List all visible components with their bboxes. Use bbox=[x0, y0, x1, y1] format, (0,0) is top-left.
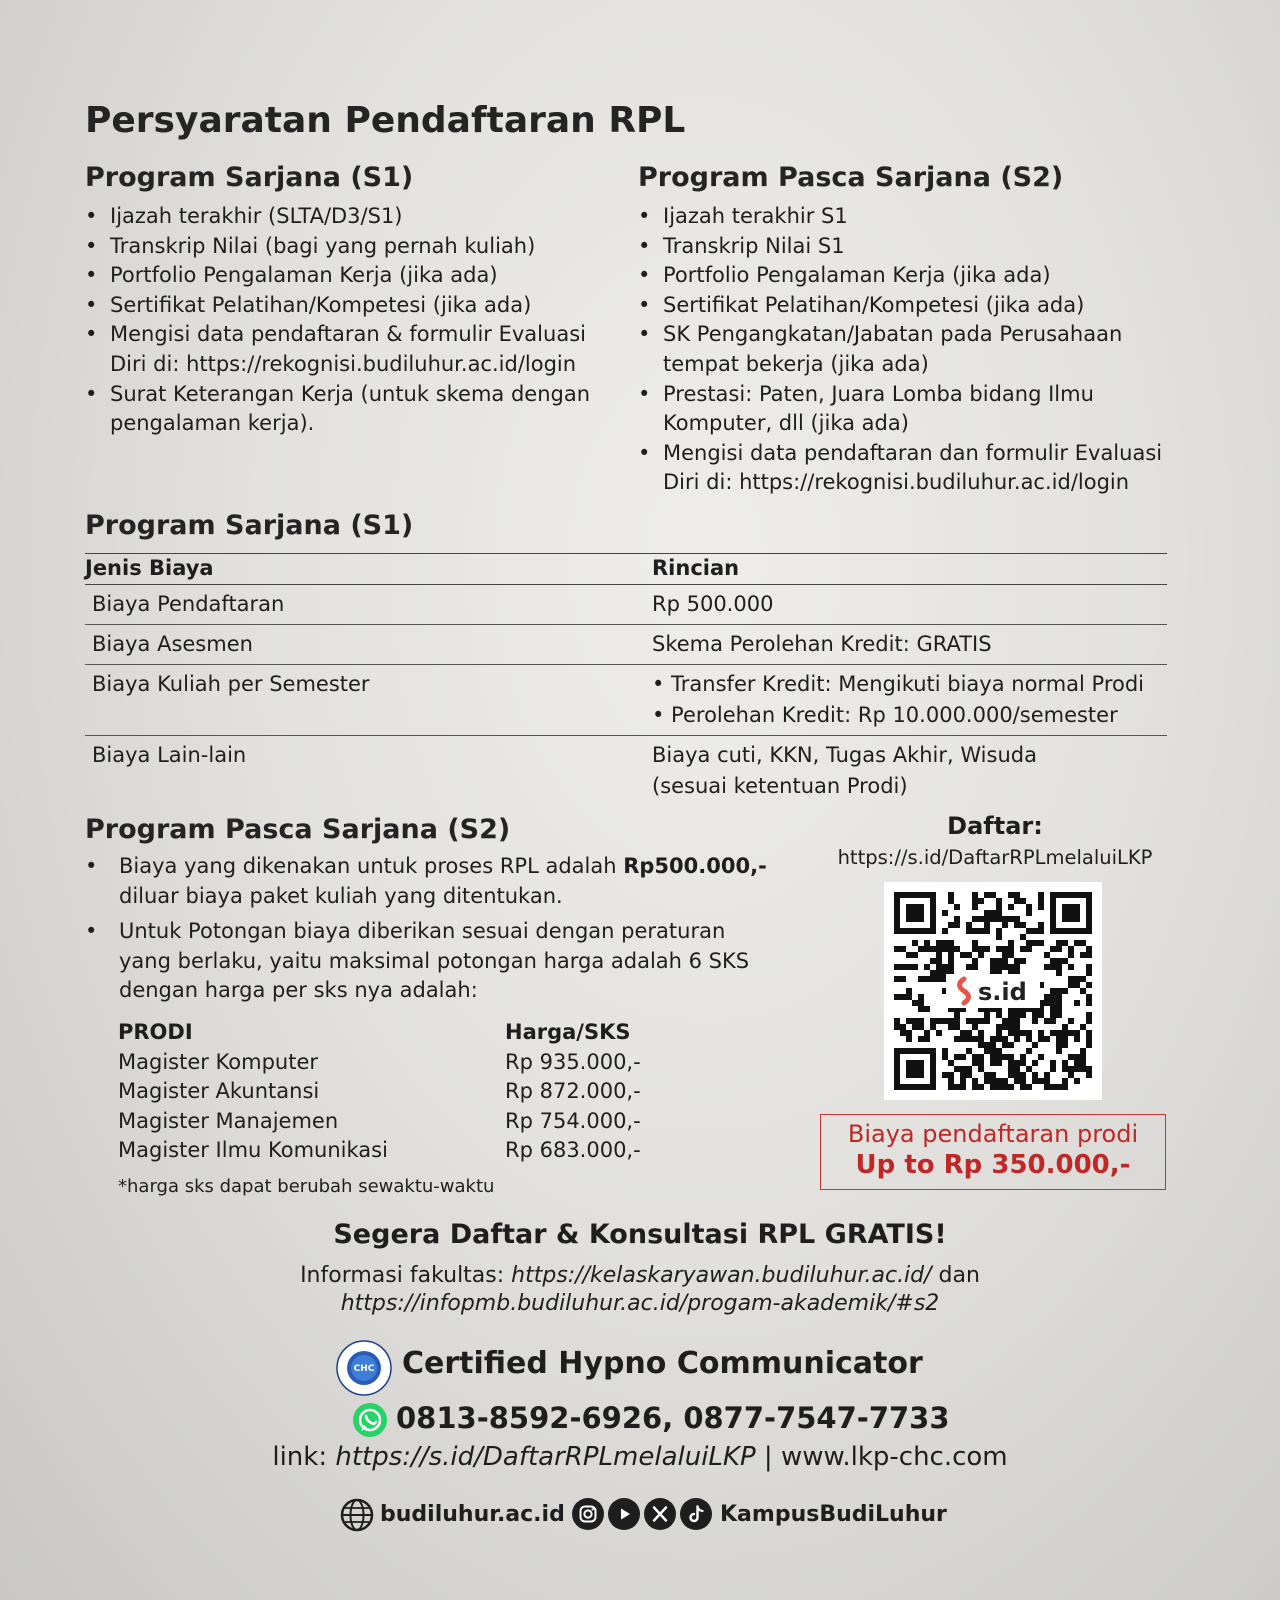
s2-requirements-list bbox=[638, 202, 1193, 498]
table-row bbox=[85, 625, 1167, 665]
qr-brand-text: s.id bbox=[978, 978, 1027, 1006]
whatsapp-icon bbox=[352, 1402, 388, 1438]
list-item: • Portfolio Pengalaman Kerja (jika ada) bbox=[638, 261, 1193, 291]
list-item: • Mengisi data pendaftaran dan formulir Evaluasi Diri di: https://rekognisi.budiluhur.ac.id/login bbox=[638, 439, 1193, 498]
chc-title: Certified Hypno Communicator bbox=[402, 1346, 923, 1381]
list-item: • Transkrip Nilai S1 bbox=[638, 232, 1193, 262]
list-item: • Ijazah terakhir (SLTA/D3/S1) bbox=[85, 202, 615, 232]
note-amount: Rp500.000,- bbox=[623, 854, 767, 878]
list-item: • Sertifikat Pelatihan/Kompetesi (jika ada) bbox=[85, 291, 615, 321]
fee-detail-line: Skema Perolehan Kredit: GRATIS bbox=[652, 632, 992, 656]
prodi-name: Magister Akuntansi bbox=[118, 1079, 320, 1104]
list-item: • Prestasi: Paten, Juara Lomba bidang Ilmu Komputer, dll (jika ada) bbox=[638, 380, 1193, 439]
faculty-link[interactable]: https://kelaskaryawan.budiluhur.ac.id/ bbox=[511, 1263, 932, 1288]
table-row bbox=[118, 1048, 641, 1078]
list-item: • Portfolio Pengalaman Kerja (jika ada) bbox=[85, 261, 615, 291]
prodi-price: Rp 935.000,- bbox=[505, 1049, 641, 1074]
faculty-info bbox=[0, 1262, 1280, 1318]
tiktok-icon[interactable] bbox=[680, 1498, 712, 1530]
link-prefix: link: bbox=[272, 1442, 336, 1472]
list-item: • Sertifikat Pelatihan/Kompetesi (jika ada) bbox=[638, 291, 1193, 321]
column-header: PRODI bbox=[118, 1020, 193, 1044]
instagram-icon[interactable] bbox=[572, 1498, 604, 1530]
prodi-name: Magister Manajemen bbox=[118, 1108, 339, 1133]
qr-code-graphic bbox=[884, 882, 1102, 1100]
fee-detail bbox=[652, 736, 1167, 807]
separator: | bbox=[755, 1442, 781, 1472]
svg-text:CHC: CHC bbox=[353, 1364, 375, 1374]
cta-heading: Segera Daftar & Konsultasi RPL GRATIS! bbox=[333, 1219, 947, 1250]
fee-detail-line: (sesuai ketentuan Prodi) bbox=[652, 774, 908, 798]
list-item: • Transkrip Nilai (bagi yang pernah kuliah) bbox=[85, 232, 615, 262]
info-conjunction: dan bbox=[931, 1263, 980, 1288]
table-header-row bbox=[85, 554, 1167, 585]
s1-requirements-list bbox=[85, 202, 615, 439]
s2-fee-notes bbox=[85, 852, 775, 1012]
promo-box bbox=[820, 1114, 1166, 1190]
s2-fees-heading: Program Pasca Sarjana (S2) bbox=[85, 814, 511, 845]
column-header: Rincian bbox=[652, 554, 1167, 585]
register-short-link[interactable]: https://s.id/DaftarRPLmelaluiLKP bbox=[335, 1442, 756, 1472]
youtube-icon[interactable] bbox=[608, 1498, 640, 1530]
list-item: • SK Pengangkatan/Jabatan pada Perusahaan tempat bekerja (jika ada) bbox=[638, 320, 1193, 379]
page-title: Persyaratan Pendaftaran RPL bbox=[85, 100, 686, 141]
program-link[interactable]: https://infopmb.budiluhur.ac.id/progam-akademik/#s2 bbox=[340, 1291, 940, 1316]
promo-amount: Up to Rp 350.000,- bbox=[855, 1150, 1131, 1180]
s1-requirements-heading: Program Sarjana (S1) bbox=[85, 162, 414, 193]
list-item: • Ijazah terakhir S1 bbox=[638, 202, 1193, 232]
column-header: Jenis Biaya bbox=[85, 554, 652, 585]
fee-type: Biaya Lain-lain bbox=[92, 743, 247, 767]
fee-detail bbox=[652, 665, 1167, 736]
table-row bbox=[118, 1136, 641, 1166]
qr-code[interactable] bbox=[884, 882, 1102, 1100]
table-row bbox=[118, 1107, 641, 1137]
chc-logo-icon bbox=[336, 1340, 392, 1396]
chc-website-link[interactable]: www.lkp-chc.com bbox=[780, 1442, 1008, 1472]
prodi-name: Magister Komputer bbox=[118, 1049, 319, 1074]
fee-detail-line: Biaya cuti, KKN, Tugas Akhir, Wisuda bbox=[652, 743, 1037, 767]
fee-detail-line: • Perolehan Kredit: Rp 10.000.000/semester bbox=[652, 703, 1118, 727]
promo-line: Biaya pendaftaran prodi bbox=[847, 1120, 1139, 1148]
list-item bbox=[85, 852, 775, 911]
s1-fees-table bbox=[85, 553, 1167, 806]
table-row bbox=[85, 665, 1167, 736]
column-header: Harga/SKS bbox=[505, 1020, 631, 1044]
register-label: Daftar: bbox=[947, 812, 1043, 840]
table-header-row bbox=[118, 1018, 641, 1048]
note-text: diluar biaya paket kuliah yang ditentukan. bbox=[119, 883, 563, 908]
chc-brand bbox=[336, 1340, 936, 1396]
globe-icon bbox=[340, 1498, 374, 1532]
phone-numbers: 0813-8592-6926, 0877-7547-7733 bbox=[396, 1401, 950, 1435]
register-link[interactable]: https://s.id/DaftarRPLmelaluiLKP bbox=[837, 846, 1153, 869]
website-link[interactable]: budiluhur.ac.id bbox=[380, 1502, 565, 1527]
list-item: • Surat Keterangan Kerja (untuk skema dengan pengalaman kerja). bbox=[85, 380, 615, 439]
fee-detail bbox=[652, 625, 1167, 665]
prodi-name: Magister Ilmu Komunikasi bbox=[118, 1138, 388, 1163]
fee-type: Biaya Pendaftaran bbox=[85, 585, 652, 625]
link-line bbox=[0, 1442, 1280, 1472]
social-handle[interactable]: KampusBudiLuhur bbox=[720, 1502, 947, 1527]
prodi-price: Rp 872.000,- bbox=[505, 1079, 641, 1104]
prodi-price: Rp 754.000,- bbox=[505, 1108, 641, 1133]
price-footnote: *harga sks dapat berubah sewaktu-waktu bbox=[118, 1176, 495, 1197]
table-row bbox=[85, 736, 1167, 807]
fee-detail-line: Rp 500.000 bbox=[652, 592, 774, 616]
fee-detail bbox=[652, 585, 1167, 625]
table-row bbox=[118, 1077, 641, 1107]
prodi-price: Rp 683.000,- bbox=[505, 1138, 641, 1163]
s1-fees-heading: Program Sarjana (S1) bbox=[85, 510, 414, 541]
list-item: • Mengisi data pendaftaran & formulir Evaluasi Diri di: https://rekognisi.budiluhur.ac.id/login bbox=[85, 320, 615, 379]
table-row bbox=[85, 585, 1167, 625]
list-item: • Untuk Potongan biaya diberikan sesuai dengan peraturan yang berlaku, yaitu maksimal potongan harga adalah 6 SKS dengan harga per sks nya adalah: bbox=[85, 917, 775, 1006]
fee-type: Biaya Asesmen bbox=[85, 625, 652, 665]
s2-requirements-heading: Program Pasca Sarjana (S2) bbox=[638, 162, 1064, 193]
prodi-price-table bbox=[118, 1018, 641, 1166]
x-icon[interactable] bbox=[644, 1498, 676, 1530]
fee-type: Biaya Kuliah per Semester bbox=[85, 665, 652, 736]
info-prefix: Informasi fakultas: bbox=[300, 1263, 512, 1288]
note-text: Biaya yang dikenakan untuk proses RPL adalah bbox=[119, 854, 624, 878]
fee-detail-line: • Transfer Kredit: Mengikuti biaya normal Prodi bbox=[652, 672, 1145, 696]
